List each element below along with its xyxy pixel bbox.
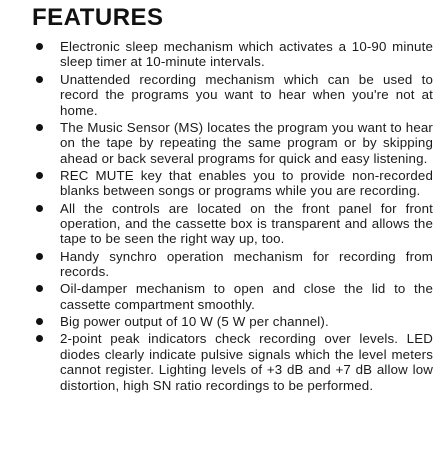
feature-item-synchro-operation	[0, 249, 447, 280]
feature-text: The Music Sensor (MS) locates the program you want to hear on the tape by repeating the same program or by skipping ahead or back several programs for quick and easy listening.	[60, 119, 433, 166]
page-title: FEATURES	[32, 4, 164, 31]
bullet-icon	[36, 285, 43, 292]
feature-text: Big power output of 10 W (5 W per channel).	[60, 314, 329, 330]
bullet-icon	[36, 76, 43, 83]
bullet-icon	[36, 335, 43, 342]
feature-item-peak-indicators	[0, 331, 447, 393]
feature-list	[0, 39, 447, 395]
feature-item-sleep-timer	[0, 39, 447, 70]
feature-text: Electronic sleep mechanism which activates a 10-90 minute sleep timer at 10-minute intervals.	[60, 39, 433, 70]
feature-text: Oil-damper mechanism to open and close the lid to the cassette compartment smoothly.	[60, 281, 433, 312]
feature-item-front-controls	[0, 201, 447, 247]
feature-item-unattended-recording	[0, 72, 447, 118]
bullet-icon	[36, 205, 43, 212]
bullet-icon	[36, 43, 43, 50]
bullet-icon	[36, 318, 43, 325]
bullet-icon	[36, 253, 43, 260]
bullet-icon	[36, 124, 43, 131]
feature-text: Handy synchro operation mechanism for recording from records.	[60, 248, 433, 280]
feature-item-music-sensor	[0, 120, 447, 166]
feature-text: Unattended recording mechanism which can be used to record the programs you want to hear when you're not at home.	[60, 71, 433, 118]
feature-item-oil-damper	[0, 281, 447, 312]
feature-text: REC MUTE key that enables you to provide non-recorded blanks between songs or programs while you are recording.	[60, 167, 433, 199]
feature-text: All the controls are located on the front panel for front operation, and the cassette box is transparent and allows the tape to be seen the right way up, too.	[60, 200, 433, 247]
feature-item-rec-mute	[0, 168, 447, 199]
feature-text: 2-point peak indicators check recording over levels. LED diodes clearly indicate pulsive signals which the level meters cannot register. Lighting levels of +3 dB and +7 dB allow low distortion, high SN ratio recordings to be performed.	[60, 331, 433, 393]
feature-item-power-output	[0, 314, 447, 329]
bullet-icon	[36, 172, 43, 179]
